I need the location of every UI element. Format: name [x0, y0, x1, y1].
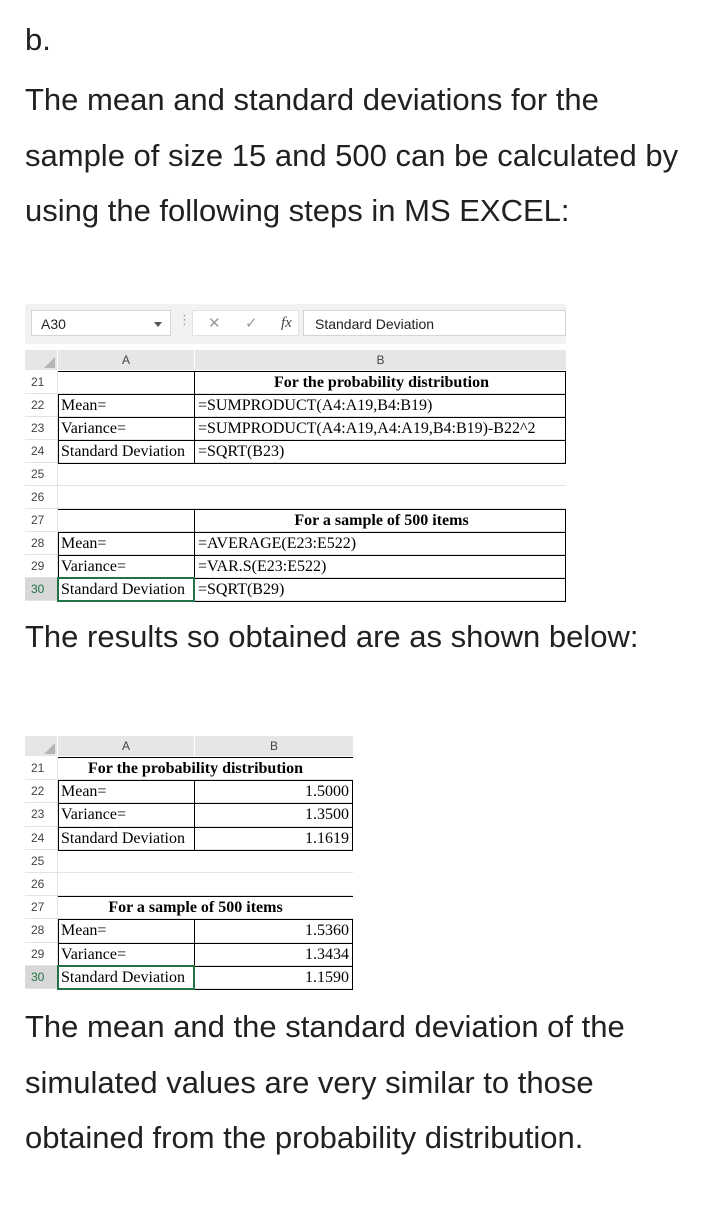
corner-triangle-icon [44, 357, 55, 368]
select-all-corner[interactable] [25, 736, 57, 756]
name-box[interactable] [31, 310, 171, 336]
column-header-b[interactable]: B [195, 736, 353, 756]
cell-a[interactable]: Standard Deviation [61, 443, 185, 460]
conclusion-paragraph: The mean and the standard deviation of the simulated values are very similar to those obtained from the probability distribution. [25, 1009, 625, 1155]
cell-b[interactable]: =SUMPRODUCT(A4:A19,A4:A19,B4:B19)-B22^2 [198, 420, 536, 437]
check-icon[interactable]: ✓ [245, 315, 258, 332]
corner-triangle-icon [44, 743, 55, 754]
formula-bar [25, 304, 566, 344]
row-header[interactable]: 25 [25, 850, 57, 873]
table-border [58, 780, 353, 781]
row-header[interactable]: 28 [25, 919, 57, 942]
cell-a[interactable]: Standard Deviation [61, 968, 185, 986]
cell-b[interactable]: 1.1619 [305, 829, 349, 847]
spreadsheet-grid [25, 736, 353, 992]
cell-b[interactable] [198, 486, 565, 509]
table-border [58, 463, 566, 464]
select-all-corner[interactable] [25, 350, 57, 370]
row-header[interactable]: 23 [25, 417, 57, 440]
fx-icon[interactable]: fx [281, 315, 292, 331]
merged-title-cell[interactable]: For a sample of 500 items [108, 899, 283, 917]
cell-b[interactable] [198, 463, 565, 486]
name-box-value: A30 [41, 316, 66, 332]
cell-b[interactable]: =SUMPRODUCT(A4:A19,B4:B19) [198, 397, 433, 414]
table-border [58, 394, 566, 395]
selected-cell-border [57, 965, 195, 990]
column-header-b[interactable]: B [195, 350, 566, 370]
row-header[interactable]: 23 [25, 803, 57, 826]
cell-b[interactable]: =VAR.S(E23:E522) [198, 558, 327, 575]
row-header[interactable]: 22 [25, 780, 57, 803]
row-header[interactable]: 25 [25, 463, 57, 486]
cell-a[interactable]: Standard Deviation [61, 581, 185, 598]
cell-b[interactable] [195, 873, 349, 896]
formula-buttons [192, 310, 299, 336]
column-header-a[interactable]: A [58, 350, 194, 370]
table-border [58, 371, 566, 372]
row-header[interactable]: 30 [25, 966, 57, 989]
table-border [58, 896, 353, 897]
cell-b[interactable]: 1.5000 [305, 783, 349, 801]
cell-b[interactable]: 1.1590 [305, 968, 349, 986]
table-border [58, 850, 353, 851]
table-border [58, 943, 353, 944]
row-header[interactable]: 27 [25, 509, 57, 532]
cell-a[interactable]: Standard Deviation [61, 829, 185, 847]
cell-a[interactable]: Mean= [61, 397, 107, 414]
cell-b[interactable]: 1.3434 [305, 945, 349, 963]
results-paragraph: The results so obtained are as shown below: [25, 619, 639, 654]
row-header[interactable]: 29 [25, 555, 57, 578]
table-border [58, 532, 566, 533]
cell-a[interactable] [61, 873, 193, 896]
cell-a[interactable]: Variance= [61, 806, 126, 824]
excel-results-screenshot [25, 736, 353, 992]
cell-a[interactable]: Mean= [61, 922, 107, 940]
table-border [58, 780, 59, 850]
cell-b[interactable]: For a sample of 500 items [294, 512, 469, 529]
intro-paragraph: The mean and standard deviations for the sample of size 15 and 500 can be calculated by using the following steps in MS EXCEL: [25, 82, 679, 228]
cell-a[interactable] [61, 463, 193, 486]
table-border [58, 555, 566, 556]
cell-b[interactable]: For the probability distribution [274, 374, 489, 391]
spreadsheet-grid [25, 350, 566, 602]
cell-a[interactable]: Variance= [61, 420, 126, 437]
table-border [352, 780, 353, 850]
close-icon[interactable]: ✕ [208, 315, 221, 332]
table-border [58, 757, 353, 758]
cell-a[interactable]: Mean= [61, 535, 107, 552]
cell-a[interactable] [61, 850, 193, 873]
chevron-down-icon[interactable] [154, 322, 162, 327]
row-header[interactable]: 26 [25, 873, 57, 896]
row-header[interactable]: 30 [25, 578, 57, 601]
row-header[interactable]: 21 [25, 757, 57, 780]
cell-b[interactable]: 1.3500 [305, 806, 349, 824]
cell-b[interactable] [195, 850, 349, 873]
table-border [58, 417, 566, 418]
cell-b[interactable]: =AVERAGE(E23:E522) [198, 535, 357, 552]
row-header[interactable]: 22 [25, 394, 57, 417]
column-header-a[interactable]: A [58, 736, 194, 756]
table-border [58, 803, 353, 804]
selected-cell-border [57, 577, 195, 602]
cell-a[interactable]: Variance= [61, 945, 126, 963]
drag-handle-icon[interactable]: ⋮ [178, 312, 190, 327]
table-border [58, 919, 353, 920]
row-header[interactable]: 26 [25, 486, 57, 509]
table-border [58, 440, 566, 441]
cell-b[interactable]: =SQRT(B23) [198, 443, 285, 460]
row-header[interactable]: 24 [25, 827, 57, 850]
cell-a[interactable]: Mean= [61, 783, 107, 801]
table-border [194, 780, 195, 850]
row-header[interactable]: 24 [25, 440, 57, 463]
row-header[interactable]: 29 [25, 943, 57, 966]
table-border [352, 919, 353, 989]
cell-b[interactable]: =SQRT(B29) [198, 581, 285, 598]
row-header[interactable]: 27 [25, 896, 57, 919]
table-border [58, 509, 566, 510]
table-border [58, 827, 353, 828]
excel-formula-screenshot [25, 304, 566, 602]
table-border [58, 394, 59, 463]
row-header[interactable]: 21 [25, 371, 57, 394]
cell-a[interactable] [61, 371, 193, 394]
section-label: b. [25, 22, 51, 57]
formula-input[interactable]: Standard Deviation [303, 310, 566, 336]
cell-a[interactable]: Variance= [61, 558, 126, 575]
cell-a[interactable] [61, 486, 193, 509]
cell-b[interactable]: 1.5360 [305, 922, 349, 940]
cell-a[interactable] [61, 509, 193, 532]
row-header[interactable]: 28 [25, 532, 57, 555]
merged-title-cell[interactable]: For the probability distribution [88, 760, 303, 777]
